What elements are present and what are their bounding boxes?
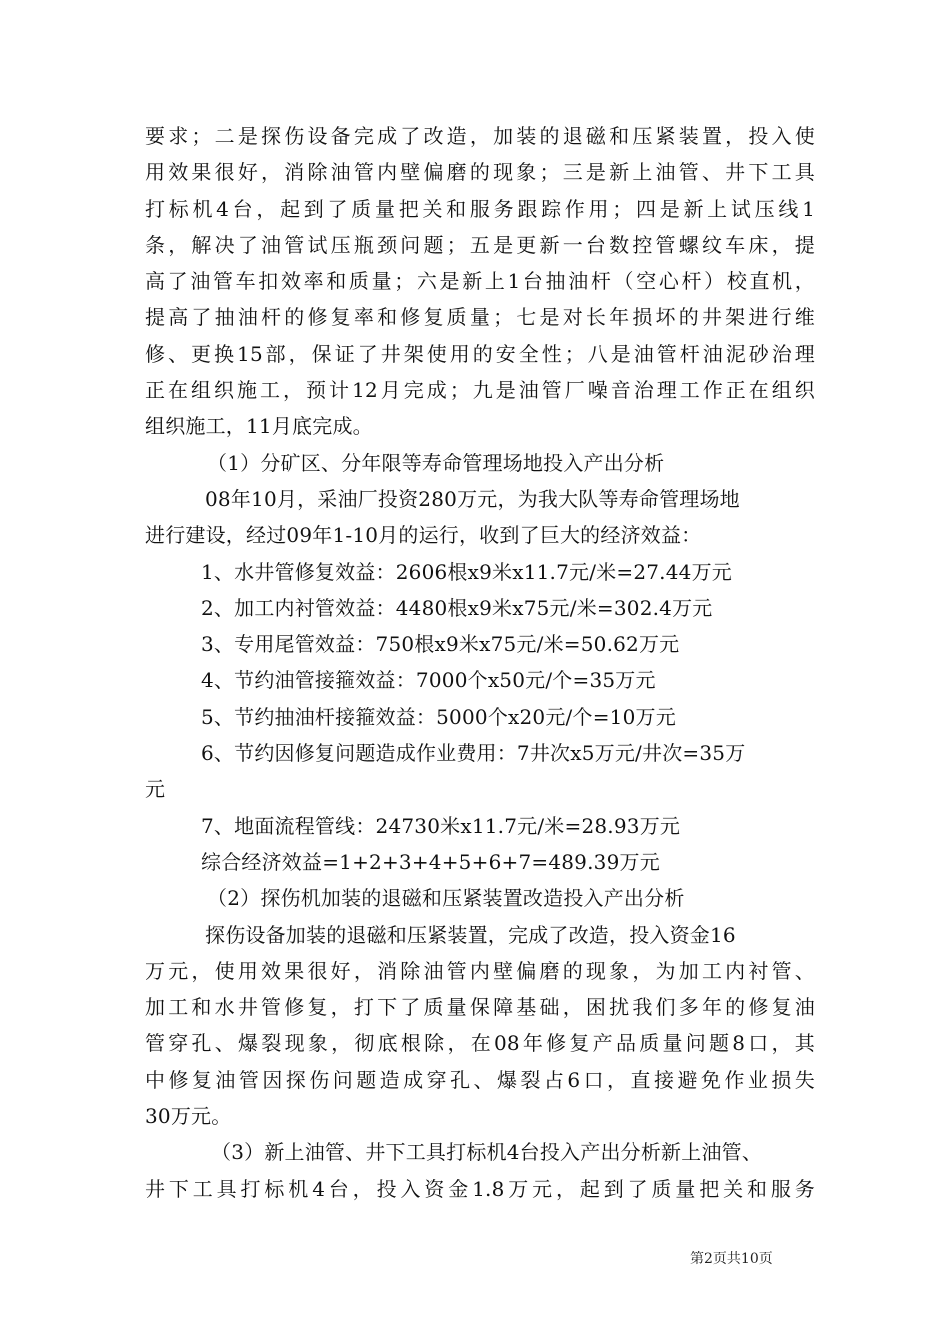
summary-line: 综合经济效益=1+2+3+4+5+6+7=489.39万元 xyxy=(201,849,660,874)
body-text-line: 井下工具打标机4台，投入资金1.8万元，起到了质量把关和服务 xyxy=(145,1176,815,1201)
body-text-line: 组织施工，11月底完成。 xyxy=(145,414,373,439)
section-heading: （3）新上油管、井下工具打标机4台投入产出分析新上油管、 xyxy=(211,1140,763,1165)
section-heading: （2）探伤机加装的退磁和压紧装置改造投入产出分析 xyxy=(207,886,685,911)
body-text-line: 中修复油管因探伤问题造成穿孔、爆裂占6口，直接避免作业损失 xyxy=(145,1067,815,1092)
list-item: 6、节约因修复问题造成作业费用：7井次x5万元/井次=35万 xyxy=(201,741,746,766)
list-item: 3、专用尾管效益：750根x9米x75元/米=50.62万元 xyxy=(201,632,680,657)
list-item: 4、节约油管接箍效益：7000个x50元/个=35万元 xyxy=(201,668,656,693)
body-text-line: 正在组织施工，预计12月完成；九是油管厂噪音治理工作正在组织 xyxy=(145,378,815,403)
body-text-line: 条，解决了油管试压瓶颈问题；五是更新一台数控管螺纹车床，提 xyxy=(145,232,815,257)
body-text-line: 加工和水井管修复，打下了质量保障基础，困扰我们多年的修复油 xyxy=(145,995,815,1020)
body-text-line: 用效果很好，消除油管内壁偏磨的现象；三是新上油管、井下工具 xyxy=(145,160,815,185)
body-text-line: 高了油管车扣效率和质量；六是新上1台抽油杆（空心杆）校直机， xyxy=(145,269,815,294)
body-text-line: 探伤设备加装的退磁和压紧装置，完成了改造，投入资金16 xyxy=(205,922,736,947)
body-text-line: 30万元。 xyxy=(145,1104,232,1129)
list-item-continuation: 元 xyxy=(145,777,166,802)
section-heading: （1）分矿区、分年限等寿命管理场地投入产出分析 xyxy=(207,450,665,475)
list-item: 5、节约抽油杆接箍效益：5000个x20元/个=10万元 xyxy=(201,704,676,729)
page-number: 第2页共10页 xyxy=(690,1251,773,1267)
body-text-line: 万元，使用效果很好，消除油管内壁偏磨的现象，为加工内衬管、 xyxy=(145,958,815,983)
list-item: 2、加工内衬管效益：4480根x9米x75元/米=302.4万元 xyxy=(201,595,713,620)
body-text-line: 提高了抽油杆的修复率和修复质量；七是对长年损坏的井架进行维 xyxy=(145,305,815,330)
body-text-line: 修、更换15部，保证了井架使用的安全性；八是油管杆油泥砂治理 xyxy=(145,341,815,366)
body-text-line: 要求；二是探伤设备完成了改造，加装的退磁和压紧装置，投入使 xyxy=(145,124,815,148)
list-item: 7、地面流程管线：24730米x11.7元/米=28.93万元 xyxy=(201,813,681,838)
body-text-line: 进行建设，经过09年1-10月的运行，收到了巨大的经济效益： xyxy=(145,523,702,548)
body-text-line: 08年10月，采油厂投资280万元，为我大队等寿命管理场地 xyxy=(205,486,740,511)
list-item: 1、水井管修复效益：2606根x9米x11.7元/米=27.44万元 xyxy=(201,559,732,584)
body-text-line: 管穿孔、爆裂现象，彻底根除，在08年修复产品质量问题8口，其 xyxy=(145,1031,815,1056)
page-body xyxy=(145,118,815,1207)
body-text-line: 打标机4台，起到了质量把关和服务跟踪作用；四是新上试压线1 xyxy=(145,196,815,221)
